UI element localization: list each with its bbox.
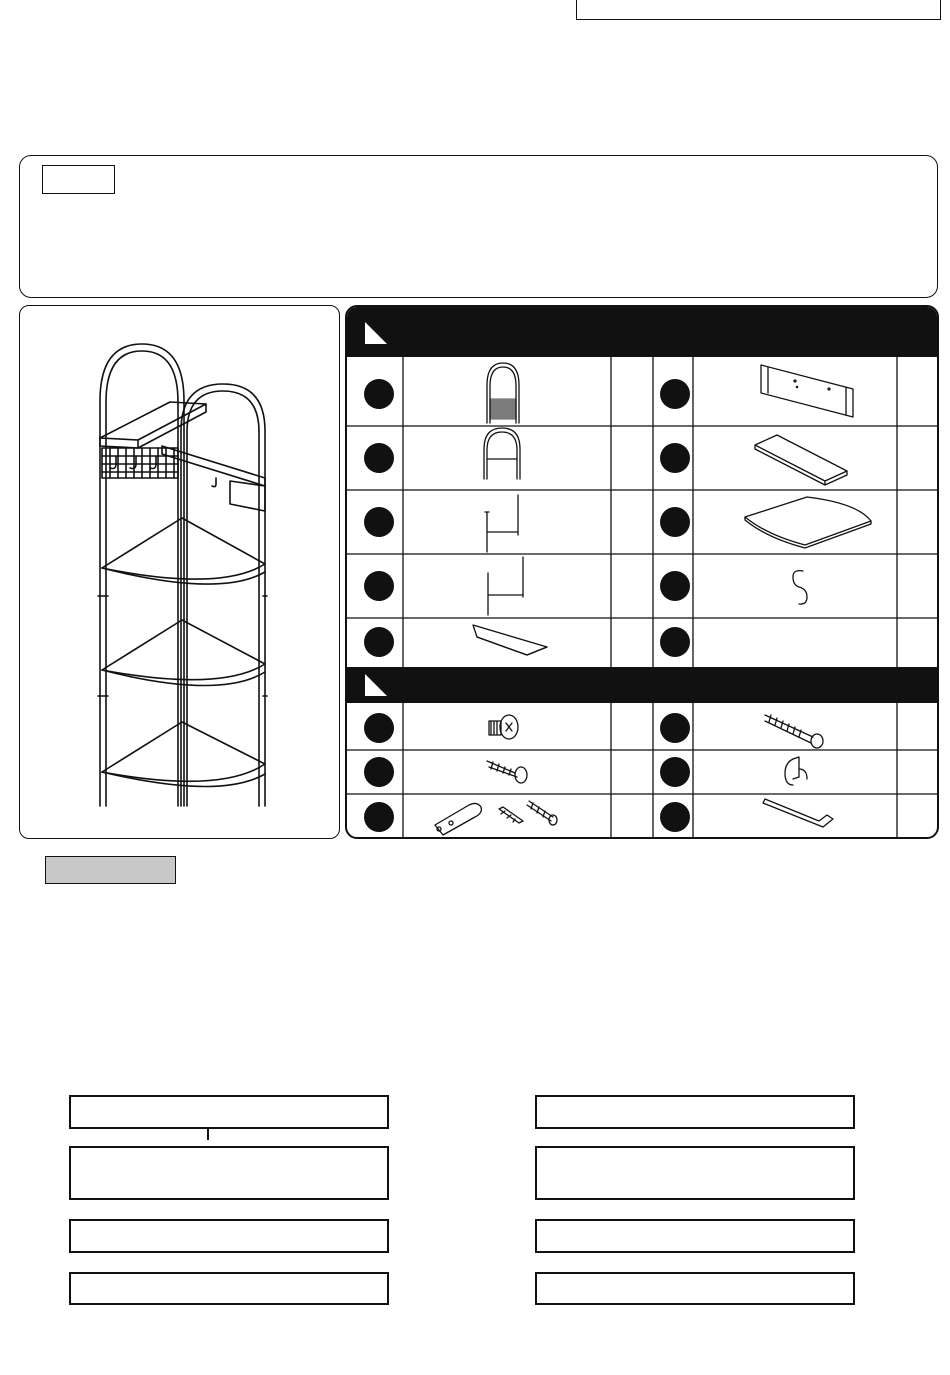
footer-box-1 bbox=[69, 1095, 389, 1129]
part-letter-circle bbox=[364, 757, 394, 787]
part-letter-circle bbox=[660, 443, 690, 473]
footer-box-8 bbox=[535, 1272, 855, 1305]
header-title-box bbox=[576, 0, 941, 20]
part-letter-circle bbox=[660, 379, 690, 409]
parts-icons bbox=[347, 307, 939, 839]
footer-box-2 bbox=[69, 1146, 389, 1200]
footer-box-4 bbox=[69, 1272, 389, 1305]
back-panel-icon bbox=[761, 365, 853, 417]
product-illustration-panel bbox=[19, 305, 340, 839]
part-letter-circle bbox=[364, 571, 394, 601]
connector-line bbox=[207, 1129, 209, 1140]
bolt-icon bbox=[489, 715, 518, 739]
arched-frame-icon bbox=[484, 428, 520, 479]
narrow-shelf-board-icon bbox=[755, 435, 847, 485]
note-label-box bbox=[42, 165, 115, 194]
part-letter-circle bbox=[660, 713, 690, 743]
footer-box-7 bbox=[535, 1219, 855, 1253]
long-screw-icon bbox=[765, 715, 823, 748]
part-letter-circle bbox=[364, 379, 394, 409]
s-hook-icon bbox=[793, 571, 807, 605]
part-letter-circle bbox=[364, 802, 394, 832]
short-side-rail-icon bbox=[485, 495, 518, 552]
part-letter-circle bbox=[660, 802, 690, 832]
wood-screw-icon bbox=[487, 761, 527, 783]
footer-box-5 bbox=[535, 1095, 855, 1129]
corner-bookshelf-illustration bbox=[20, 306, 341, 840]
arched-grid-frame-icon bbox=[487, 363, 519, 423]
allen-key-icon bbox=[763, 799, 833, 827]
part-letter-circle bbox=[660, 757, 690, 787]
part-letter-circle bbox=[660, 507, 690, 537]
note-panel bbox=[19, 155, 938, 298]
coat-hook-icon bbox=[785, 757, 807, 785]
wall-anchor-kit-icon bbox=[435, 801, 557, 835]
part-letter-circle bbox=[364, 443, 394, 473]
rectangular-shelf-board-icon bbox=[473, 625, 547, 655]
part-letter-circle bbox=[660, 571, 690, 601]
warning-label bbox=[45, 856, 176, 884]
part-letter-circle bbox=[364, 627, 394, 657]
footer-box-3 bbox=[69, 1219, 389, 1253]
part-letter-circle bbox=[364, 713, 394, 743]
part-letter-circle bbox=[660, 627, 690, 657]
parts-list-panel bbox=[345, 305, 939, 839]
long-side-rail-icon bbox=[488, 557, 523, 615]
footer-box-6 bbox=[535, 1146, 855, 1200]
part-letter-circle bbox=[364, 507, 394, 537]
corner-shelf-board-icon bbox=[745, 497, 871, 548]
